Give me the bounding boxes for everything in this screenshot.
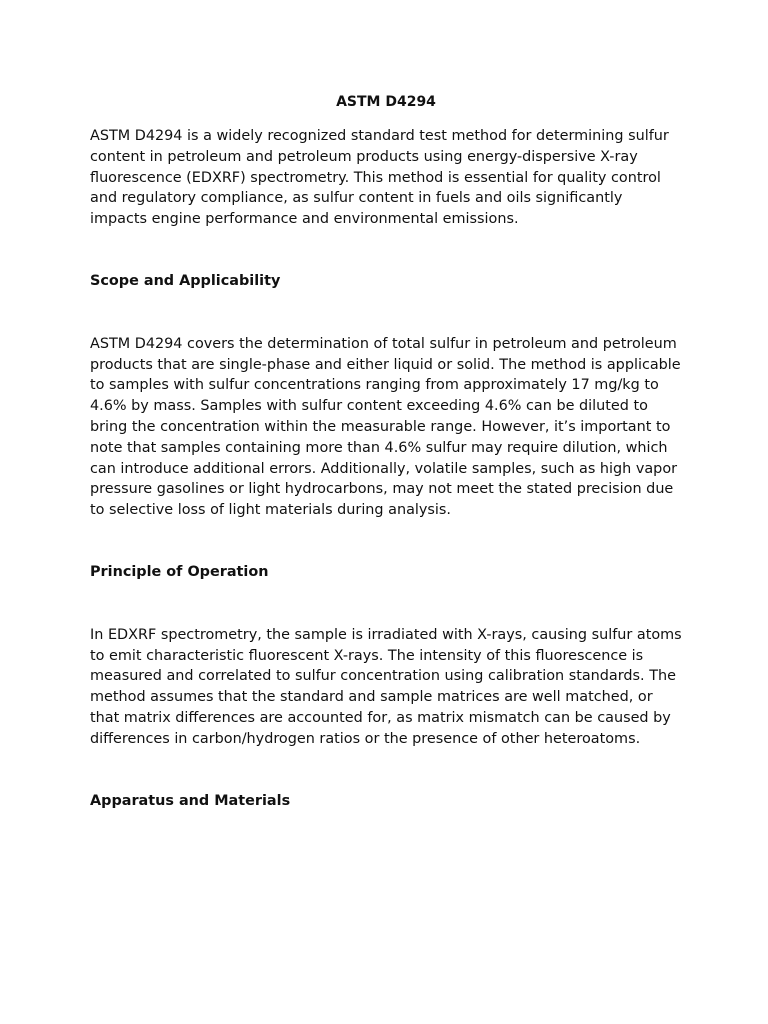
spacer <box>90 292 682 334</box>
document-title: ASTM D4294 <box>336 94 436 110</box>
section-heading-apparatus: Apparatus and Materials <box>90 792 291 809</box>
section-body-principle: In EDXRF spectrometry, the sample is irradiated with X-rays, causing sulfur atoms to emit characteristic fluorescent X-rays. The intensity of this fluorescence is measured and correlated to sulfur concentration using calibration standards. The method assumes that the standard and sample matrices are well matched, or that matrix differences are accounted for, as matrix mismatch can be caused by differences in carbon/hydrogen ratios or the presence of other heteroatoms. <box>90 626 682 747</box>
spacer <box>90 230 682 271</box>
section-body-scope: ASTM D4294 covers the determination of total sulfur in petroleum and petroleum products that are single-phase and either liquid or solid. The method is applicable to samples with sulfur concentrations ranging from approximately 17 mg/kg to 4.6% by mass. Samples with sulfur content exceeding 4.6% can be diluted to bring the concentration within the measurable range. However, it’s important to note that samples containing more than 4.6% sulfur may require dilution, which can introduce additional errors. Additionally, volatile samples, such as high vapor pressure gasolines or light hydrocarbons, may not meet the stated precision due to selective loss of light materials during analysis. <box>90 335 681 519</box>
document-page <box>90 92 682 811</box>
intro-paragraph: ASTM D4294 is a widely recognized standard test method for determining sulfur content in petroleum and petroleum products using energy-dispersive X-ray fluorescence (EDXRF) spectrometry. This method is essential for quality control and regulatory compliance, as sulfur content in fuels and oils significantly impacts engine performance and environmental emissions. <box>90 128 669 228</box>
spacer <box>90 521 682 562</box>
spacer <box>90 750 682 791</box>
section-heading-scope: Scope and Applicability <box>90 272 281 289</box>
spacer <box>90 583 682 625</box>
section-heading-principle: Principle of Operation <box>90 563 269 580</box>
